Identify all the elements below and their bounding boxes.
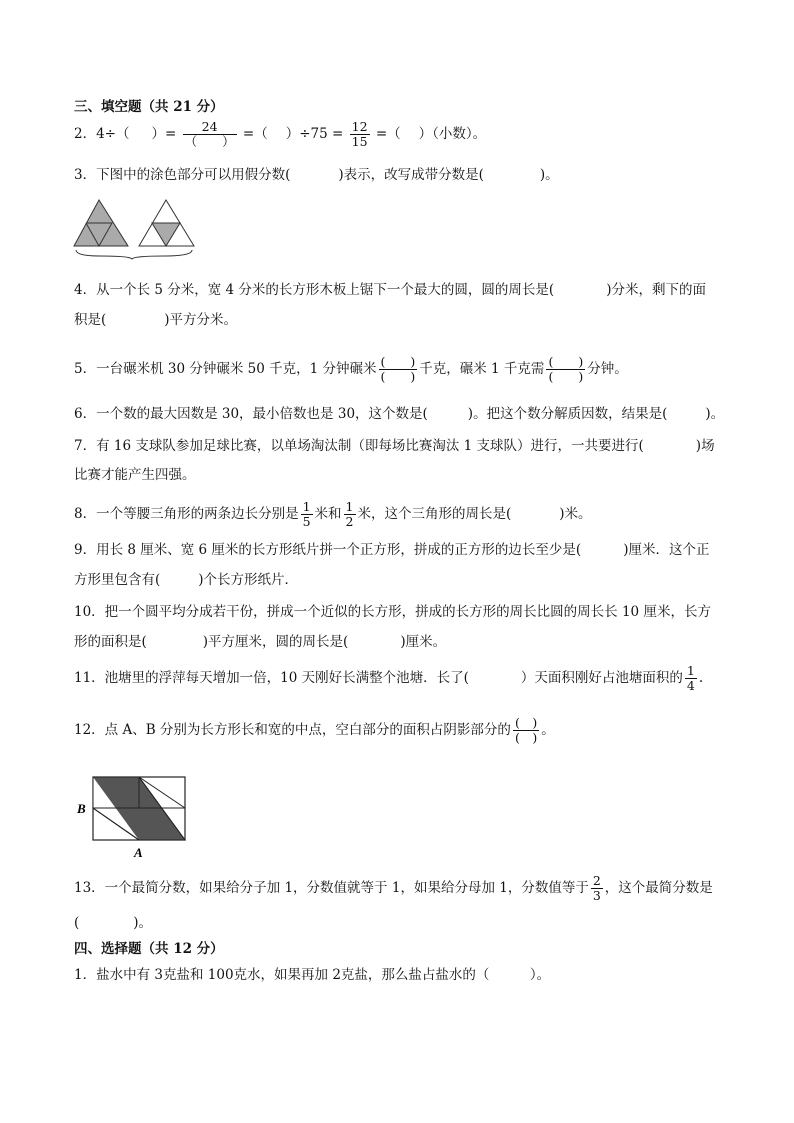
q11-part2: ）天面积刚好占池塘面积的 <box>520 670 683 686</box>
q13-line1a-text: 13．一个最简分数，如果给分子加 1，分数值就等于 1，如果给分母加 1，分数值等于 <box>74 880 589 896</box>
q5-part1: 5．一台碾米机 30 分钟碾米 50 千克，1 分钟碾米 <box>74 361 377 377</box>
q8-f1-den: 5 <box>302 514 311 529</box>
q8-part1: 8．一个等腰三角形的两条边长分别是 <box>74 506 299 522</box>
q4-line2b-text: )平方分米。 <box>164 312 238 328</box>
q11-f-den: 4 <box>686 678 695 693</box>
q2-part3: =（ <box>242 126 268 142</box>
q2-part2: ）= <box>151 126 177 142</box>
section-3-title: 三、填空题（共 21 分） <box>74 99 224 115</box>
question-11 <box>74 664 703 693</box>
q3-text-a: 3．下图中的涂色部分可以用假分数( <box>74 167 291 183</box>
q2-number: 2． <box>74 126 97 142</box>
question-7-line1 <box>74 437 715 455</box>
q5-part3: 分钟。 <box>587 361 628 377</box>
q8-fraction-2 <box>344 500 356 529</box>
q12-part1: 12．点 A、B 分别为长方形长和宽的中点，空白部分的面积占阴影部分的 <box>74 722 511 738</box>
triangle-left <box>74 200 128 246</box>
q13-fraction <box>591 874 603 903</box>
q9-line1-text: 9．用长 8 厘米、宽 6 厘米的长方形纸片拼一个正方形，拼成的正方形的边长至少是( <box>74 542 582 558</box>
question-3 <box>74 166 559 184</box>
question-12 <box>74 715 555 745</box>
q4-line1-text: 4．从一个长 5 分米，宽 4 分米的长方形木板上锯下一个最大的圆，圆的周长是( <box>74 282 555 298</box>
q9-line1b-text: )厘米．这个正 <box>623 542 710 558</box>
q3-text-c: )。 <box>539 167 559 183</box>
q2-fraction-1 <box>183 120 237 149</box>
label-a: A <box>134 845 143 860</box>
q2-f2-denominator: 15 <box>351 134 368 149</box>
q2-part5: =（ <box>375 126 401 142</box>
label-b: B <box>77 801 86 816</box>
q12-part2: 。 <box>541 722 555 738</box>
q5-f1-den: ( ) <box>380 369 416 384</box>
q8-part4: )米。 <box>559 506 592 522</box>
q2-f2-numerator: 12 <box>351 119 368 134</box>
question-13-line1 <box>74 874 713 903</box>
q10-line2b-text: )平方厘米，圆的周长是( <box>202 634 349 650</box>
q4-line1b-text: )分米，剩下的面 <box>606 282 706 298</box>
q7-line1-text: 7．有 16 支球队参加足球比赛，以单场淘汰制（即每场比赛淘汰 1 支球队）进行，一共要进行( <box>74 438 644 454</box>
question-8 <box>74 500 592 529</box>
question-13-line2[interactable]: ( )。 <box>74 915 153 931</box>
q10-line2a-text: 形的面积是( <box>74 634 147 650</box>
q3-text-b: )表示，改写成带分数是( <box>338 167 484 183</box>
q6-part2: )。把这个数分解质因数，结果是( <box>467 406 668 422</box>
q5-fraction-1[interactable] <box>379 355 418 384</box>
question-4-line2 <box>74 311 237 329</box>
question-5 <box>74 354 628 384</box>
q8-fraction-1 <box>301 500 313 529</box>
q8-f1-num: 1 <box>302 499 311 514</box>
q2-f1-numerator: 24 <box>201 119 218 134</box>
q2-part4: ）÷75 = <box>285 126 344 142</box>
q11-fraction <box>685 664 697 693</box>
q8-part2: 米和 <box>314 506 342 522</box>
q2-f1-denominator[interactable]: （ ） <box>184 134 235 149</box>
q12-f-den: ( ) <box>514 730 538 745</box>
section-4-title: 四、选择题（共 12 分） <box>74 941 224 957</box>
q2-part6: ）（小数）。 <box>418 126 487 142</box>
question-9-line2 <box>74 571 298 589</box>
q8-f2-den: 2 <box>345 514 354 529</box>
q5-f1-num: ( ) <box>380 354 416 369</box>
question-4-line1 <box>74 281 706 299</box>
q4-line2a-text: 积是( <box>74 312 107 328</box>
q5-fraction-2[interactable] <box>546 355 585 384</box>
triangles-figure <box>70 196 200 260</box>
q11-part1: 11．池塘里的浮萍每天增加一倍，10 天刚好长满整个池塘．长了( <box>74 670 469 686</box>
question-9-line1 <box>74 541 709 559</box>
q11-part3: . <box>698 670 704 686</box>
q13-f-den: 3 <box>592 888 601 903</box>
q8-f2-num: 1 <box>345 499 354 514</box>
brace <box>76 250 192 259</box>
triangle-right <box>139 200 194 246</box>
rectangle-figure <box>74 772 194 862</box>
q2-part1: 4÷（ <box>96 126 130 142</box>
q9-line2b-text: )个长方形纸片． <box>198 572 299 588</box>
section-4-question-1: 1．盐水中有 3克盐和 100克水，如果再加 2克盐，那么盐占盐水的（ ）。 <box>74 967 551 983</box>
question-10-line2 <box>74 633 446 651</box>
question-10-line1: 10．把一个圆平均分成若干份，拼成一个近似的长方形，拼成的长方形的周长比圆的周长长 10 厘米，长方 <box>74 604 711 620</box>
q5-f2-num: ( ) <box>548 354 584 369</box>
q9-line2a-text: 方形里包含有( <box>74 572 161 588</box>
q12-fraction[interactable] <box>513 716 539 745</box>
q8-part3: 米，这个三角形的周长是( <box>357 506 512 522</box>
q5-part2: 千克，碾米 1 千克需 <box>419 361 545 377</box>
q2-fraction-2 <box>350 120 370 149</box>
q12-f-num: ( ) <box>514 715 538 730</box>
q13-line1b-text: ，这个最简分数是 <box>604 880 713 896</box>
q7-line1b-text: )场 <box>695 438 715 454</box>
q13-f-num: 2 <box>592 873 601 888</box>
q11-f-num: 1 <box>686 663 695 678</box>
question-2 <box>74 120 486 149</box>
q5-f2-den: ( ) <box>548 369 584 384</box>
q6-part1: 6．一个数的最大因数是 30，最小倍数也是 30，这个数是( <box>74 406 428 422</box>
q6-part3: )。 <box>705 406 725 422</box>
question-7-line2: 比赛才能产生四强。 <box>74 467 196 483</box>
q10-line2c-text: )厘米。 <box>400 634 447 650</box>
question-6 <box>74 405 724 423</box>
